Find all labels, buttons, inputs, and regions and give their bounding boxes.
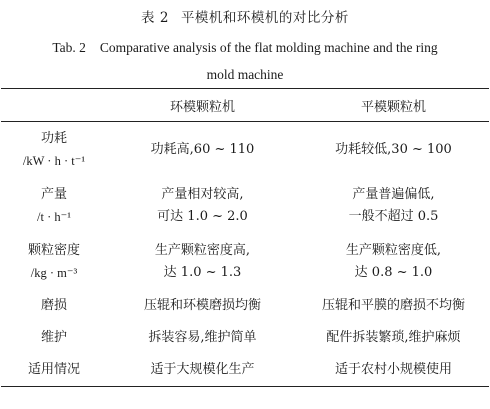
flat-machine-text: 适于农村小规模使用 <box>334 362 452 377</box>
row-label: 产量 <box>40 187 67 202</box>
flat-machine-cell <box>298 354 489 387</box>
table-row <box>1 234 489 290</box>
row-label: 功耗 <box>40 131 67 146</box>
ring-machine-cell <box>107 354 298 387</box>
table-row <box>1 178 489 234</box>
ring-machine-text: 压辊和环模磨损均衡 <box>143 298 261 313</box>
flat-machine-cell <box>298 290 489 322</box>
flat-machine-text: 生产颗粒密度低, <box>345 243 442 258</box>
flat-machine-text: 产量普遍偏低, <box>352 187 435 202</box>
ring-machine-text: 拆装容易,维护简单 <box>148 330 257 345</box>
flat-machine-text: 配件拆装繁琐,维护麻烦 <box>326 330 461 345</box>
table-row <box>1 354 489 387</box>
ring-machine-text: 功耗高,60 ~ 110 <box>150 142 255 157</box>
header-flat-machine: 平模颗粒机 <box>360 99 426 115</box>
flat-machine-cell <box>298 322 489 354</box>
ring-machine-text: 适于大规模化生产 <box>150 362 255 377</box>
ring-machine-cell <box>107 290 298 322</box>
flat-machine-cell <box>298 178 489 234</box>
table-caption-english <box>40 34 450 88</box>
ring-machine-text: 可达 1.0 ~ 2.0 <box>157 209 248 224</box>
row-label-cell <box>1 290 107 322</box>
ring-machine-text: 产量相对较高, <box>161 187 244 202</box>
ring-machine-text: 生产颗粒密度高, <box>154 243 251 258</box>
row-label-cell <box>1 322 107 354</box>
table-number-en: Tab. 2 <box>52 40 86 55</box>
header-ring-machine: 环模颗粒机 <box>169 99 235 115</box>
ring-machine-cell <box>107 234 298 290</box>
row-label: 颗粒密度 <box>27 243 80 258</box>
table-title-cn: 平模机和环模机的对比分析 <box>180 10 349 26</box>
row-label-cell <box>1 234 107 290</box>
table-caption-chinese <box>0 6 490 26</box>
table-number-cn: 表 2 <box>141 10 169 26</box>
table-row <box>1 290 489 322</box>
flat-machine-text: 功耗较低,30 ~ 100 <box>335 142 452 157</box>
ring-machine-cell <box>107 322 298 354</box>
ring-machine-cell <box>107 122 298 179</box>
flat-machine-cell <box>298 122 489 179</box>
flat-machine-text: 一般不超过 0.5 <box>348 209 439 224</box>
table-row <box>1 122 489 179</box>
flat-machine-cell <box>298 234 489 290</box>
ring-machine-text: 达 1.0 ~ 1.3 <box>163 265 242 280</box>
row-label: 适用情况 <box>27 362 80 377</box>
table-row <box>1 322 489 354</box>
table-body <box>1 122 489 387</box>
row-label: 磨损 <box>40 298 67 313</box>
row-label-cell <box>1 178 107 234</box>
flat-machine-text: 压辊和平膜的磨损不均衡 <box>321 298 465 313</box>
table-header-row <box>1 89 489 122</box>
row-unit: /kg · m⁻³ <box>30 266 78 280</box>
flat-machine-text: 达 0.8 ~ 1.0 <box>354 265 433 280</box>
ring-machine-cell <box>107 178 298 234</box>
row-unit: /t · h⁻¹ <box>37 210 71 224</box>
header-empty <box>1 89 107 122</box>
row-unit: /kW · h · t⁻¹ <box>22 154 86 168</box>
table-title-en: Comparative analysis of the flat molding machine and the ring mold machine <box>99 40 438 82</box>
row-label-cell <box>1 122 107 179</box>
row-label: 维护 <box>40 330 67 345</box>
comparison-table <box>1 88 489 387</box>
row-label-cell <box>1 354 107 387</box>
